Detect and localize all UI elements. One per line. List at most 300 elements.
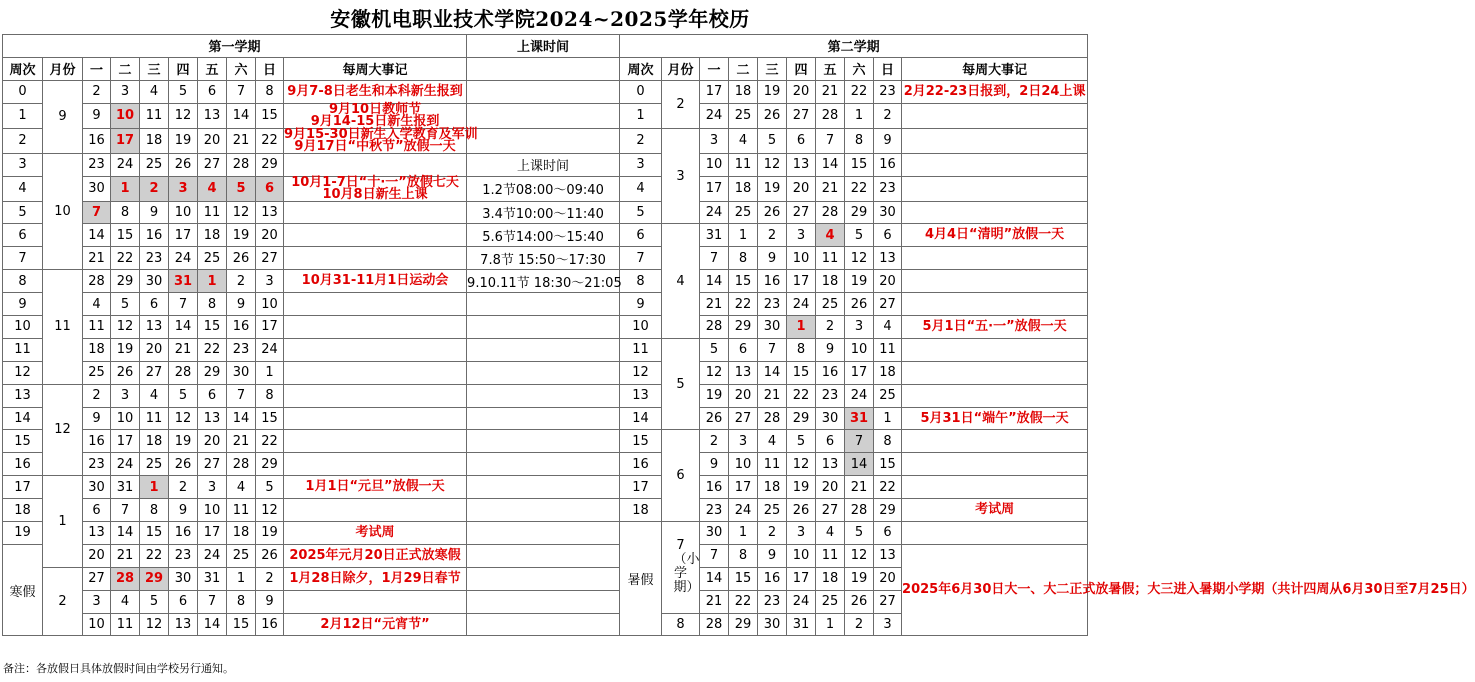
day-header: 五 — [816, 57, 845, 80]
day-cell: 8 — [227, 590, 256, 613]
day-cell: 11 — [816, 247, 845, 270]
day-cell: 16 — [227, 316, 256, 339]
day-cell: 18 — [816, 567, 845, 590]
week-number: 10 — [3, 316, 43, 339]
day-cell: 1 — [729, 522, 758, 545]
day-cell: 16 — [758, 567, 787, 590]
day-cell: 18 — [140, 430, 169, 453]
week-events — [284, 544, 467, 567]
week-number: 4 — [620, 176, 662, 201]
day-header: 四 — [787, 57, 816, 80]
table-row — [3, 80, 1088, 103]
day-header: 三 — [758, 57, 787, 80]
week-events — [284, 126, 478, 154]
day-cell: 18 — [816, 270, 845, 293]
day-cell: 9 — [256, 590, 284, 613]
event-text: 10月1-7日“十·一”放假七天 — [291, 174, 459, 190]
day-cell: 25 — [140, 453, 169, 476]
day-cell: 13 — [198, 407, 227, 430]
table-row — [3, 338, 1088, 361]
day-cell: 22 — [787, 384, 816, 407]
day-cell: 28 — [227, 153, 256, 176]
day-cell: 30 — [83, 476, 111, 499]
day-cell: 16 — [700, 476, 729, 499]
day-cell: 1 — [816, 613, 845, 636]
week-number: 5 — [3, 201, 43, 224]
day-cell: 1 — [111, 176, 140, 201]
day-cell: 19 — [758, 176, 787, 201]
day-cell: 24 — [111, 153, 140, 176]
day-cell: 25 — [198, 247, 227, 270]
day-cell: 11 — [140, 103, 169, 128]
day-cell: 1 — [198, 270, 227, 293]
week-events — [902, 293, 1088, 316]
week-events — [902, 361, 1088, 384]
table-row — [3, 476, 1088, 499]
day-cell: 28 — [758, 407, 787, 430]
day-cell: 21 — [111, 544, 140, 567]
class-time-slot — [467, 384, 620, 407]
day-cell: 20 — [83, 544, 111, 567]
day-cell: 25 — [140, 153, 169, 176]
week-header: 周次 — [3, 57, 43, 80]
day-cell: 17 — [729, 476, 758, 499]
month-label: 11 — [43, 270, 83, 384]
day-cell: 5 — [140, 590, 169, 613]
day-cell: 26 — [700, 407, 729, 430]
day-cell: 24 — [700, 201, 729, 224]
day-cell: 4 — [198, 176, 227, 201]
week-number: 7 — [620, 247, 662, 270]
day-cell: 27 — [874, 590, 902, 613]
day-cell: 22 — [198, 338, 227, 361]
day-header: 五 — [198, 57, 227, 80]
day-cell: 11 — [198, 201, 227, 224]
day-cell: 28 — [816, 103, 845, 128]
day-cell: 12 — [227, 201, 256, 224]
day-header: 四 — [169, 57, 198, 80]
day-cell: 22 — [729, 590, 758, 613]
day-cell: 27 — [787, 103, 816, 128]
week-events — [284, 338, 467, 361]
day-cell: 28 — [700, 613, 729, 636]
week-events — [284, 499, 467, 522]
event-text: 考试周 — [355, 524, 395, 540]
day-cell: 22 — [845, 80, 874, 103]
day-cell: 31 — [787, 613, 816, 636]
day-cell: 12 — [256, 499, 284, 522]
day-cell: 27 — [198, 153, 227, 176]
day-cell: 19 — [256, 522, 284, 545]
class-time-slot: 7.8节 15:50～17:30 — [467, 247, 620, 270]
event-text: 10月8日新生上课 — [322, 186, 428, 202]
class-time-slot — [467, 338, 620, 361]
day-cell: 7 — [198, 590, 227, 613]
day-cell: 29 — [729, 613, 758, 636]
week-number: 3 — [3, 153, 43, 176]
day-cell: 11 — [111, 613, 140, 636]
day-cell: 15 — [256, 407, 284, 430]
table-row — [3, 522, 1088, 545]
day-cell: 18 — [140, 128, 169, 153]
week-number: 19 — [3, 522, 43, 545]
day-cell: 12 — [845, 247, 874, 270]
week-number: 0 — [3, 80, 43, 103]
week-number: 0 — [620, 80, 662, 103]
day-cell: 25 — [83, 361, 111, 384]
day-cell: 4 — [758, 430, 787, 453]
day-cell: 20 — [198, 430, 227, 453]
event-text: 9月10日教师节 — [328, 101, 422, 117]
day-cell: 24 — [198, 544, 227, 567]
day-cell: 17 — [700, 80, 729, 103]
day-cell: 12 — [700, 361, 729, 384]
day-cell: 3 — [111, 384, 140, 407]
week-events — [284, 201, 467, 224]
day-cell: 11 — [816, 544, 845, 567]
week-events — [284, 613, 467, 636]
day-cell: 3 — [169, 176, 198, 201]
day-cell: 2 — [140, 176, 169, 201]
day-cell: 3 — [700, 128, 729, 153]
day-cell: 26 — [227, 247, 256, 270]
semester2-header: 第二学期 — [620, 35, 1088, 58]
day-cell: 29 — [140, 567, 169, 590]
class-time-slot: 1.2节08:00～09:40 — [467, 176, 620, 201]
week-number: 2 — [3, 128, 43, 153]
month-header: 月份 — [662, 57, 700, 80]
class-time-slot: 5.6节14:00～15:40 — [467, 224, 620, 247]
day-header: 一 — [700, 57, 729, 80]
day-cell: 15 — [787, 361, 816, 384]
week-number: 12 — [3, 361, 43, 384]
day-cell: 16 — [83, 128, 111, 153]
day-cell: 28 — [700, 316, 729, 339]
day-cell: 23 — [758, 293, 787, 316]
day-cell: 10 — [787, 544, 816, 567]
day-cell: 21 — [169, 338, 198, 361]
day-cell: 31 — [198, 567, 227, 590]
day-cell: 5 — [758, 128, 787, 153]
day-cell: 12 — [169, 407, 198, 430]
day-cell: 15 — [111, 224, 140, 247]
day-cell: 5 — [700, 338, 729, 361]
week-events — [902, 522, 1088, 545]
day-cell: 12 — [845, 544, 874, 567]
month-label-text: 7（小学期） — [673, 538, 700, 596]
day-cell: 8 — [198, 293, 227, 316]
month-label: 9 — [43, 80, 83, 153]
day-cell: 10 — [845, 338, 874, 361]
month-label: 12 — [43, 384, 83, 476]
event-text: 9月14-15日新生报到 — [310, 113, 440, 129]
week-events — [284, 361, 467, 384]
day-cell: 9 — [700, 453, 729, 476]
day-cell: 11 — [874, 338, 902, 361]
month-label: 2 — [662, 80, 700, 128]
day-cell: 1 — [729, 224, 758, 247]
class-time-slot — [467, 316, 620, 339]
week-number: 15 — [620, 430, 662, 453]
day-cell: 4 — [140, 384, 169, 407]
day-cell: 15 — [198, 316, 227, 339]
week-events — [284, 567, 467, 590]
semester1-header: 第一学期 — [3, 35, 467, 58]
day-cell: 11 — [227, 499, 256, 522]
week-events — [902, 476, 1088, 499]
day-cell: 23 — [874, 176, 902, 201]
day-cell: 11 — [83, 316, 111, 339]
events-header: 每周大事记 — [902, 57, 1088, 80]
week-number: 14 — [3, 407, 43, 430]
day-cell: 26 — [256, 544, 284, 567]
day-cell: 29 — [256, 453, 284, 476]
day-cell: 3 — [111, 80, 140, 103]
day-cell: 26 — [758, 201, 787, 224]
day-cell: 7 — [227, 80, 256, 103]
month-header: 月份 — [43, 57, 83, 80]
week-number: 3 — [620, 153, 662, 176]
day-cell: 23 — [700, 499, 729, 522]
day-cell: 6 — [874, 522, 902, 545]
day-cell: 24 — [700, 103, 729, 128]
week-events — [284, 176, 467, 201]
day-cell: 21 — [758, 384, 787, 407]
day-cell: 5 — [256, 476, 284, 499]
day-cell: 19 — [227, 224, 256, 247]
table-row — [3, 128, 1088, 153]
week-number: 13 — [3, 384, 43, 407]
week-events: 5月31日“端午”放假一天 — [902, 407, 1088, 430]
day-cell: 10 — [169, 201, 198, 224]
day-cell: 19 — [700, 384, 729, 407]
day-cell: 2 — [227, 270, 256, 293]
day-cell: 28 — [227, 453, 256, 476]
class-time-slot — [467, 453, 620, 476]
day-cell: 19 — [758, 80, 787, 103]
day-cell: 21 — [700, 590, 729, 613]
day-cell: 19 — [787, 476, 816, 499]
day-cell: 31 — [111, 476, 140, 499]
day-cell: 27 — [140, 361, 169, 384]
event-text: 10月31-11月1日运动会 — [301, 273, 449, 289]
day-cell: 21 — [845, 476, 874, 499]
class-time-header: 上课时间 — [467, 35, 620, 58]
events-header: 每周大事记 — [284, 57, 467, 80]
day-cell: 29 — [111, 270, 140, 293]
school-calendar-table — [2, 34, 1475, 636]
table-row — [3, 361, 1088, 384]
day-cell: 25 — [227, 544, 256, 567]
day-cell: 5 — [227, 176, 256, 201]
day-cell: 2 — [256, 567, 284, 590]
day-cell: 17 — [787, 270, 816, 293]
day-cell: 9 — [169, 499, 198, 522]
day-cell: 9 — [140, 201, 169, 224]
week-events — [284, 270, 467, 293]
week-number: 13 — [620, 384, 662, 407]
day-cell: 12 — [758, 153, 787, 176]
day-cell: 1 — [227, 567, 256, 590]
day-cell: 17 — [787, 567, 816, 590]
day-cell: 13 — [198, 103, 227, 128]
week-events — [284, 80, 467, 103]
week-number: 16 — [620, 453, 662, 476]
class-time-slot — [467, 522, 620, 545]
week-events: 4月4日“清明”放假一天 — [902, 224, 1088, 247]
week-events — [284, 316, 467, 339]
table-row — [3, 176, 1088, 201]
week-events — [902, 247, 1088, 270]
day-header: 六 — [845, 57, 874, 80]
month-label: 5 — [662, 338, 700, 430]
day-cell: 5 — [787, 430, 816, 453]
week-events — [284, 247, 467, 270]
week-events — [902, 201, 1088, 224]
day-cell: 25 — [816, 293, 845, 316]
day-cell: 4 — [816, 522, 845, 545]
day-cell: 10 — [111, 407, 140, 430]
table-row — [3, 293, 1088, 316]
day-cell: 2 — [83, 80, 111, 103]
class-time-slot: 9.10.11节 18:30～21:05 — [467, 270, 620, 293]
day-cell: 14 — [816, 153, 845, 176]
day-cell: 16 — [256, 613, 284, 636]
day-cell: 9 — [816, 338, 845, 361]
day-cell: 7 — [758, 338, 787, 361]
day-cell: 5 — [845, 522, 874, 545]
day-cell: 25 — [729, 201, 758, 224]
day-cell: 16 — [816, 361, 845, 384]
day-cell: 10 — [700, 153, 729, 176]
class-time-slot — [467, 407, 620, 430]
day-cell: 28 — [816, 201, 845, 224]
day-cell: 29 — [845, 201, 874, 224]
table-row — [3, 453, 1088, 476]
week-number: 9 — [620, 293, 662, 316]
day-cell: 27 — [816, 499, 845, 522]
day-cell: 3 — [729, 430, 758, 453]
week-events — [284, 153, 467, 176]
class-time-slot — [467, 293, 620, 316]
class-time-slot — [467, 613, 620, 636]
week-number: 18 — [3, 499, 43, 522]
day-cell: 7 — [816, 128, 845, 153]
day-cell: 11 — [140, 407, 169, 430]
day-cell: 6 — [140, 293, 169, 316]
day-cell: 24 — [787, 293, 816, 316]
day-cell: 13 — [83, 522, 111, 545]
day-cell: 7 — [227, 384, 256, 407]
week-number: 11 — [620, 338, 662, 361]
week-number: 12 — [620, 361, 662, 384]
day-cell: 3 — [256, 270, 284, 293]
day-cell: 4 — [729, 128, 758, 153]
event-text: 2025年元月20日正式放寒假 — [289, 547, 461, 563]
day-cell: 12 — [140, 613, 169, 636]
day-cell: 7 — [169, 293, 198, 316]
day-cell: 30 — [874, 201, 902, 224]
day-cell: 14 — [700, 270, 729, 293]
event-text: 9月15-30日新生入学教育及军训 — [284, 126, 478, 142]
day-cell: 9 — [227, 293, 256, 316]
day-cell: 24 — [787, 590, 816, 613]
day-cell: 3 — [787, 522, 816, 545]
day-cell: 15 — [845, 153, 874, 176]
day-cell: 10 — [198, 499, 227, 522]
day-cell: 10 — [787, 247, 816, 270]
day-cell: 4 — [816, 224, 845, 247]
day-cell: 8 — [729, 247, 758, 270]
day-cell: 4 — [140, 80, 169, 103]
day-cell: 2 — [816, 316, 845, 339]
week-number: 8 — [620, 270, 662, 293]
day-cell: 10 — [256, 293, 284, 316]
day-cell: 22 — [874, 476, 902, 499]
week-events — [902, 153, 1088, 176]
day-cell: 27 — [787, 201, 816, 224]
month-label: 1 — [43, 476, 83, 568]
day-cell: 8 — [845, 128, 874, 153]
week-number: 16 — [3, 453, 43, 476]
week-number: 10 — [620, 316, 662, 339]
day-cell: 7 — [700, 544, 729, 567]
day-cell: 24 — [845, 384, 874, 407]
month-label: 10 — [43, 153, 83, 270]
day-cell: 15 — [256, 103, 284, 128]
day-cell: 2 — [874, 103, 902, 128]
day-cell: 30 — [758, 613, 787, 636]
day-cell: 6 — [787, 128, 816, 153]
day-cell: 2 — [845, 613, 874, 636]
event-text: 1月1日“元旦”放假一天 — [305, 479, 445, 495]
day-cell: 12 — [111, 316, 140, 339]
table-row — [3, 316, 1088, 339]
day-cell: 16 — [83, 430, 111, 453]
day-cell: 8 — [729, 544, 758, 567]
week-events — [284, 407, 467, 430]
week-events — [902, 453, 1088, 476]
class-time-slot: 上课时间 — [467, 153, 620, 176]
class-time-slot — [467, 80, 620, 103]
day-cell: 15 — [729, 270, 758, 293]
day-cell: 28 — [111, 567, 140, 590]
week-events — [284, 453, 467, 476]
day-cell: 27 — [198, 453, 227, 476]
table-row — [3, 430, 1088, 453]
week-number: 15 — [3, 430, 43, 453]
week-number: 1 — [620, 103, 662, 128]
day-cell: 2 — [169, 476, 198, 499]
day-cell: 17 — [111, 430, 140, 453]
day-cell: 23 — [758, 590, 787, 613]
day-header: 一 — [83, 57, 111, 80]
week-number: 18 — [620, 499, 662, 522]
day-cell: 2 — [83, 384, 111, 407]
day-cell: 20 — [874, 270, 902, 293]
day-cell: 28 — [83, 270, 111, 293]
page-title: 安徽机电职业技术学院2024~2025学年校历 — [330, 6, 750, 31]
week-number: 6 — [620, 224, 662, 247]
week-events: 5月1日“五·一”放假一天 — [902, 316, 1088, 339]
class-time-slot: 3.4节10:00～11:40 — [467, 201, 620, 224]
day-cell: 23 — [83, 153, 111, 176]
day-cell: 6 — [256, 176, 284, 201]
week-events — [284, 103, 467, 128]
day-cell: 21 — [700, 293, 729, 316]
table-row — [3, 247, 1088, 270]
week-events — [902, 128, 1088, 153]
